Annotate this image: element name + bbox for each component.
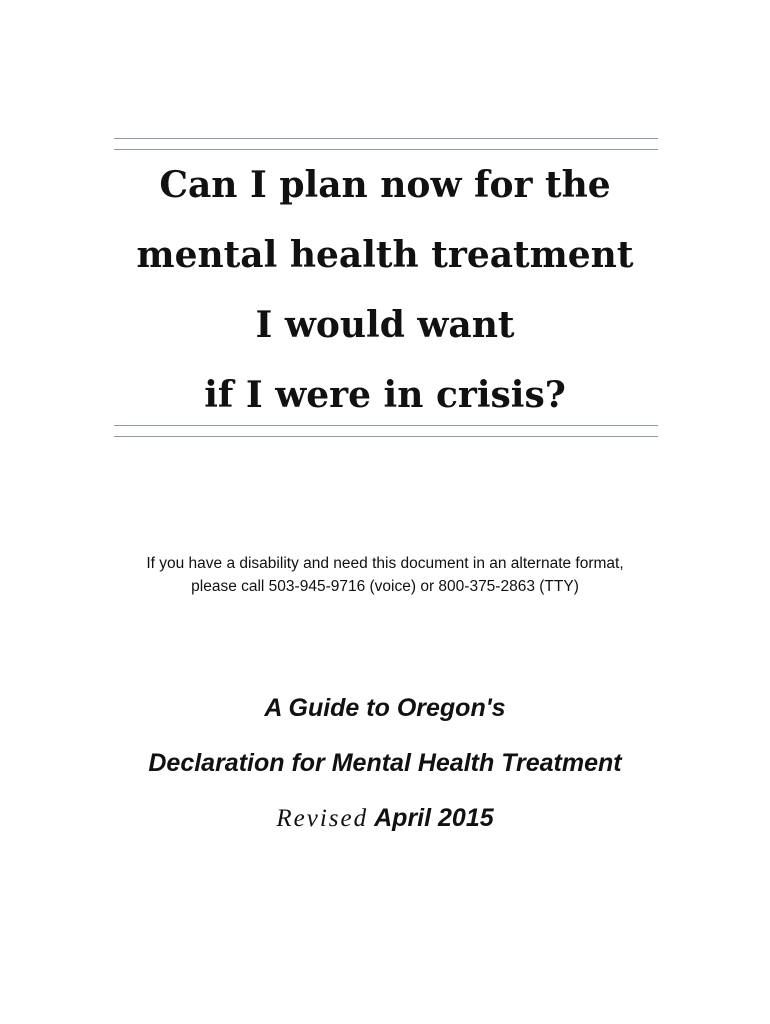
divider-line [114, 436, 658, 437]
title-bottom-double-rule [114, 425, 658, 437]
divider-line [114, 425, 658, 426]
guide-title-line: A Guide to Oregon's [264, 694, 506, 722]
notice-contact-line: please call 503-945-9716 (voice) or 800-375-2863 (TTY) [191, 578, 579, 595]
revision-line [0, 796, 770, 851]
revised-label: Revised [276, 805, 369, 832]
title-line: Can I plan now for the [159, 164, 611, 206]
divider-line [114, 138, 658, 139]
document-title [0, 150, 770, 430]
accessibility-notice [0, 552, 770, 598]
title-line: if I were in crisis? [204, 374, 566, 416]
guide-subtitle [0, 686, 770, 851]
guide-declaration-line: Declaration for Mental Health Treatment [148, 749, 622, 777]
title-line: mental health treatment [136, 234, 634, 276]
title-line: I would want [255, 304, 515, 346]
revised-date: April 2015 [374, 804, 494, 832]
title-top-double-rule [114, 138, 658, 150]
notice-line: If you have a disability and need this document in an alternate format, [146, 555, 624, 572]
